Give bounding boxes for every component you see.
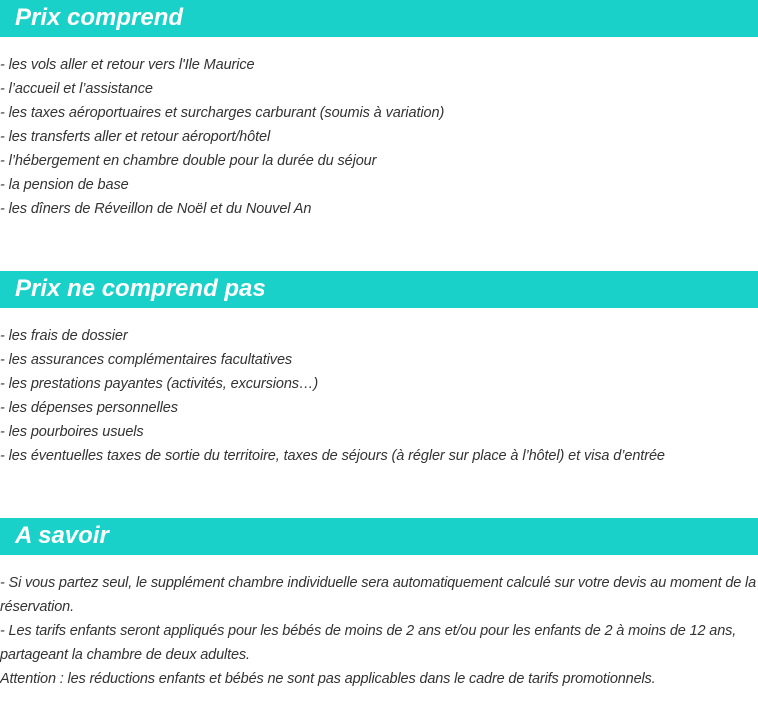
- list-item: - les assurances complémentaires facultatives: [0, 352, 293, 368]
- section-prix-ne-comprend-pas: [0, 271, 758, 464]
- section-title: Prix ne comprend pas: [15, 275, 266, 302]
- section-header-band: [0, 518, 758, 555]
- list-item: - les taxes aéroportuaires et surcharges carburant (soumis à variation): [0, 105, 445, 121]
- info-paragraph-single-supplement: - Si vous partez seul, le supplément chambre individuelle sera automatiquement calculé sur votre devis au moment de la réservation.: [0, 575, 757, 615]
- list-item: - la pension de base: [0, 177, 129, 193]
- list-item: - les éventuelles taxes de sortie du territoire, taxes de séjours (à régler sur place à l’hôtel) et visa d’entrée: [0, 448, 665, 464]
- info-paragraph-child-rates: - Les tarifs enfants seront appliqués pour les bébés de moins de 2 ans et/ou pour les enfants de 2 à moins de 12 ans, partageant la chambre de deux adultes.: [0, 623, 737, 663]
- list-item: - les frais de dossier: [0, 328, 128, 344]
- section-a-savoir: [0, 518, 758, 687]
- list-item: - les prestations payantes (activités, excursions…): [0, 376, 319, 392]
- list-item: - les vols aller et retour vers l'Ile Maurice: [0, 57, 255, 73]
- list-item: - les pourboires usuels: [0, 424, 144, 440]
- section-header-band: [0, 271, 758, 308]
- list-item: - les transferts aller et retour aéroport/hôtel: [0, 129, 271, 145]
- list-item: - l’hébergement en chambre double pour la durée du séjour: [0, 153, 377, 169]
- included-list: [0, 53, 444, 221]
- section-title: A savoir: [15, 522, 109, 549]
- info-paragraph-attention: Attention : les réductions enfants et bébés ne sont pas applicables dans le cadre de tarifs promotionnels.: [0, 671, 656, 687]
- list-item: - l’accueil et l’assistance: [0, 81, 153, 97]
- section-title: Prix comprend: [15, 4, 184, 31]
- section-header-band: [0, 0, 758, 37]
- excluded-list: [0, 324, 665, 468]
- list-item: - les dîners de Réveillon de Noël et du Nouvel An: [0, 201, 312, 217]
- section-prix-comprend: [0, 0, 758, 217]
- list-item: - les dépenses personnelles: [0, 400, 178, 416]
